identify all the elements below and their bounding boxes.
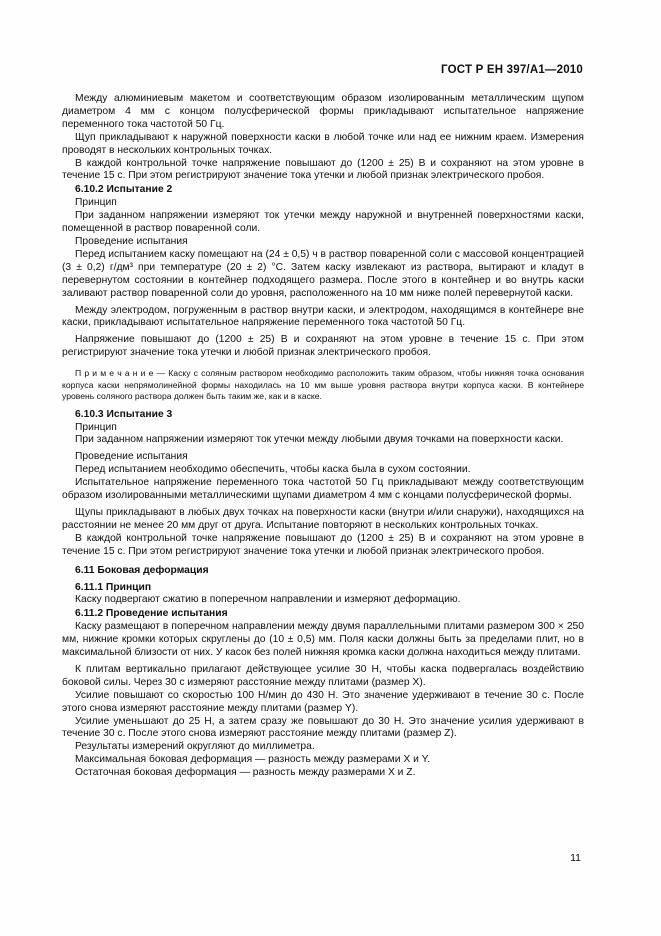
- paragraph: Каску подвергают сжатию в поперечном направлении и измеряют деформацию.: [75, 594, 461, 606]
- paragraph: Испытательное напряжение переменного тока частотой 50 Гц прикладывают между соответствующим образом изолированными металлическими щупами диаметром 4 мм с концами полусферической формы.: [62, 477, 584, 502]
- section-heading-6-10-2: 6.10.2 Испытание 2: [75, 184, 173, 196]
- paragraph: Между алюминиевым макетом и соответствующим образом изолированным металлическим щупом диаметром 4 мм с концом полусферической формы прикладывают испытательное напряжение переменного тока частотой 50 Гц.: [62, 93, 584, 130]
- paragraph: Напряжение повышают до (1200 ± 25) В и сохраняют на этом уровне в течение 15 с. При этом регистрируют значение тока утечки и любой признак электрического пробоя.: [62, 334, 584, 359]
- paragraph: Перед испытанием каску помещают на (24 ± 0,5) ч в раствор поваренной соли с массовой концентрацией (3 ± 0,2) г/дм³ при температуре (20 ± 2) °С. Затем каску извлекают из раствора, вытирают и кладут в перевернутом состоянии в контейнер подходящего размера. После этого в контейнер и во внутрь каски заливают раствор поваренной соли до уровня, расположенного на 10 мм ниже полей перевернутой каски.: [62, 248, 584, 299]
- paragraph: При заданном напряжении измеряют ток утечки между наружной и внутренней поверхностями каски, помещенной в раствор поваренной соли.: [62, 210, 584, 235]
- paragraph: Результаты измерений округляют до миллиметра.: [75, 741, 315, 753]
- section-heading-6-10-3: 6.10.3 Испытание 3: [75, 408, 173, 420]
- subheading-procedure: Проведение испытания: [75, 451, 188, 463]
- paragraph: Максимальная боковая деформация — разность между размерами X и Y.: [75, 754, 431, 766]
- section-heading-6-11-2: 6.11.2 Проведение испытания: [75, 608, 228, 620]
- paragraph: В каждой контрольной точке напряжение повышают до (1200 ± 25) В и сохраняют на этом уровне в течение 15 с. При этом регистрируют значение тока утечки и любой признак электрического пробоя.: [62, 157, 584, 182]
- paragraph: Щуп прикладывают к наружной поверхности каски в любой точке или над ее нижним краем. Измерения проводят в нескольких контрольных точках.: [62, 131, 584, 156]
- paragraph: В каждой контрольной точке напряжение повышают до (1200 ± 25) В и сохраняют на этом уровне в течение 15 с. При этом регистрируют значение тока утечки и любой признак электрического пробоя.: [62, 532, 584, 557]
- paragraph: Перед испытанием необходимо обеспечить, чтобы каска была в сухом состоянии.: [75, 464, 471, 476]
- paragraph: Щупы прикладывают в любых двух точках на поверхности каски (внутри и/или снаружи), находящихся на расстоянии не менее 20 мм друг от друга. Испытание повторяют в нескольких контрольных точках.: [62, 506, 584, 531]
- section-heading-6-11: 6.11 Боковая деформация: [75, 564, 209, 576]
- page-number: 11: [570, 852, 581, 864]
- paragraph: Между электродом, погруженным в раствор внутри каски, и электродом, находящимся в контейнере вне каски, прикладывают испытательное напряжение переменного тока частотой 50 Гц.: [62, 304, 584, 329]
- subheading-principle: Принцип: [75, 421, 117, 433]
- document-code-header: ГОСТ Р ЕН 397/А1—2010: [441, 64, 583, 76]
- paragraph: При заданном напряжении измеряют ток утечки между любыми двумя точками на поверхности каски.: [75, 434, 564, 446]
- subheading-procedure: Проведение испытания: [75, 235, 188, 247]
- subheading-principle: Принцип: [75, 197, 117, 209]
- paragraph: Усилие повышают со скоростью 100 Н/мин до 430 Н. Это значение удерживают в течение 30 с. После этого снова измеряют расстояние между плитами (размер Y).: [62, 689, 584, 714]
- paragraph: Усилие уменьшают до 25 Н, а затем сразу же повышают до 30 Н. Это значение усилия удерживают в течение 30 с. После этого снова измеряют расстояние между плитами (размер Z).: [62, 715, 584, 740]
- note-paragraph: П р и м е ч а н и е — Каску с соляным раствором необходимо расположить таким образом, чтобы нижняя точка основания корпуса каски непрямолинейной формы находилась на 10 мм выше уровня раствора внутри корпуса каски. В контейнере уровень соляного раствора должен быть таким же, как и в каске.: [62, 368, 584, 402]
- document-body: [62, 93, 584, 780]
- paragraph: Каску размещают в поперечном направлении между двумя параллельными плитами размером 300 × 250 мм, нижние кромки которых скруглены до (10 ± 0,5) мм. Поля каски должны быть за пределами плит, но в максимальной близости от них. У касок без полей нижняя кромка каски должна находиться между плитами.: [62, 621, 584, 659]
- paragraph: К плитам вертикально прилагают действующее усилие 30 Н, чтобы каска подвергалась воздействию боковой силы. Через 30 с измеряют расстояние между плитами (размер X).: [62, 663, 584, 688]
- section-heading-6-11-1: 6.11.1 Принцип: [75, 581, 152, 593]
- paragraph: Остаточная боковая деформация — разность между размерами X и Z.: [75, 767, 416, 779]
